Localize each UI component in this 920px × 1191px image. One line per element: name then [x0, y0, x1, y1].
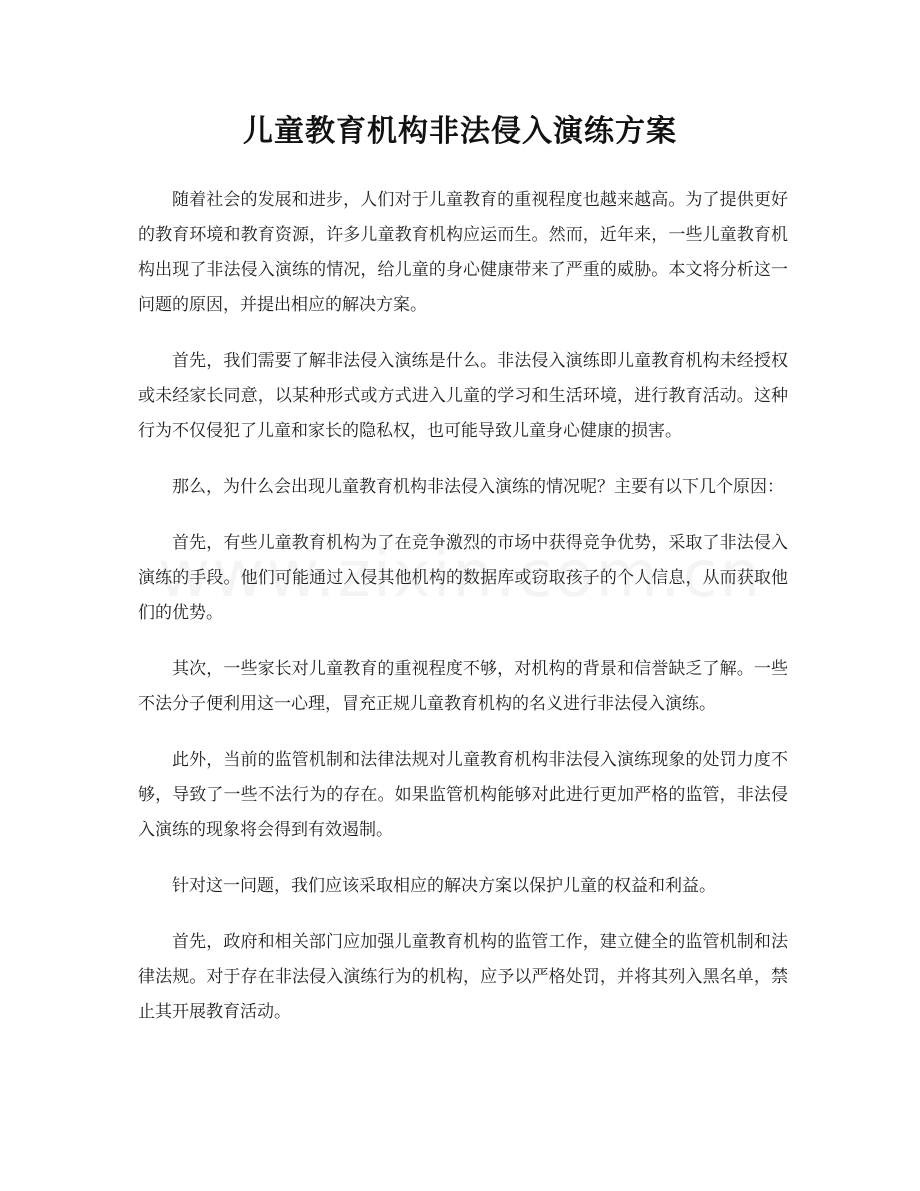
paragraph-1: 随着社会的发展和进步，人们对于儿童教育的重视程度也越来越高。为了提供更好的教育环境和教育资源，许多儿童教育机构应运而生。然而，近年来，一些儿童教育机构出现了非法侵入演练的情况，给儿童的身心健康带来了严重的威胁。本文将分析这一问题的原因，并提出相应的解决方案。 — [138, 190, 788, 315]
paragraph-6: 此外，当前的监管机制和法律法规对儿童教育机构非法侵入演练现象的处罚力度不够，导致了一些不法行为的存在。如果监管机构能够对此进行更加严格的监管，非法侵入演练的现象将会得到有效遏制。 — [138, 750, 788, 840]
paragraph-4: 首先，有些儿童教育机构为了在竞争激烈的市场中获得竞争优势，采取了非法侵入演练的手段。他们可能通过入侵其他机构的数据库或窃取孩子的个人信息，从而获取他们的优势。 — [138, 533, 788, 623]
document-body — [138, 183, 788, 1051]
paragraph-8: 首先，政府和相关部门应加强儿童教育机构的监管工作，建立健全的监管机制和法律法规。对于存在非法侵入演练行为的机构，应予以严格处罚，并将其列入黑名单，禁止其开展教育活动。 — [138, 932, 788, 1022]
document-title: 儿童教育机构非法侵入演练方案 — [243, 114, 677, 149]
paragraph-7: 针对这一问题，我们应该采取相应的解决方案以保护儿童的权益和利益。 — [172, 876, 716, 896]
paragraph-5: 其次，一些家长对儿童教育的重视程度不够，对机构的背景和信誉缺乏了解。一些不法分子便利用这一心理，冒充正规儿童教育机构的名义进行非法侵入演练。 — [138, 659, 788, 714]
paragraph-3: 那么，为什么会出现儿童教育机构非法侵入演练的情况呢？主要有以下几个原因： — [172, 477, 784, 497]
paragraph-2: 首先，我们需要了解非法侵入演练是什么。非法侵入演练即儿童教育机构未经授权或未经家长同意，以某种形式或方式进入儿童的学习和生活环境，进行教育活动。这种行为不仅侵犯了儿童和家长的隐私权，也可能导致儿童身心健康的损害。 — [138, 351, 788, 441]
